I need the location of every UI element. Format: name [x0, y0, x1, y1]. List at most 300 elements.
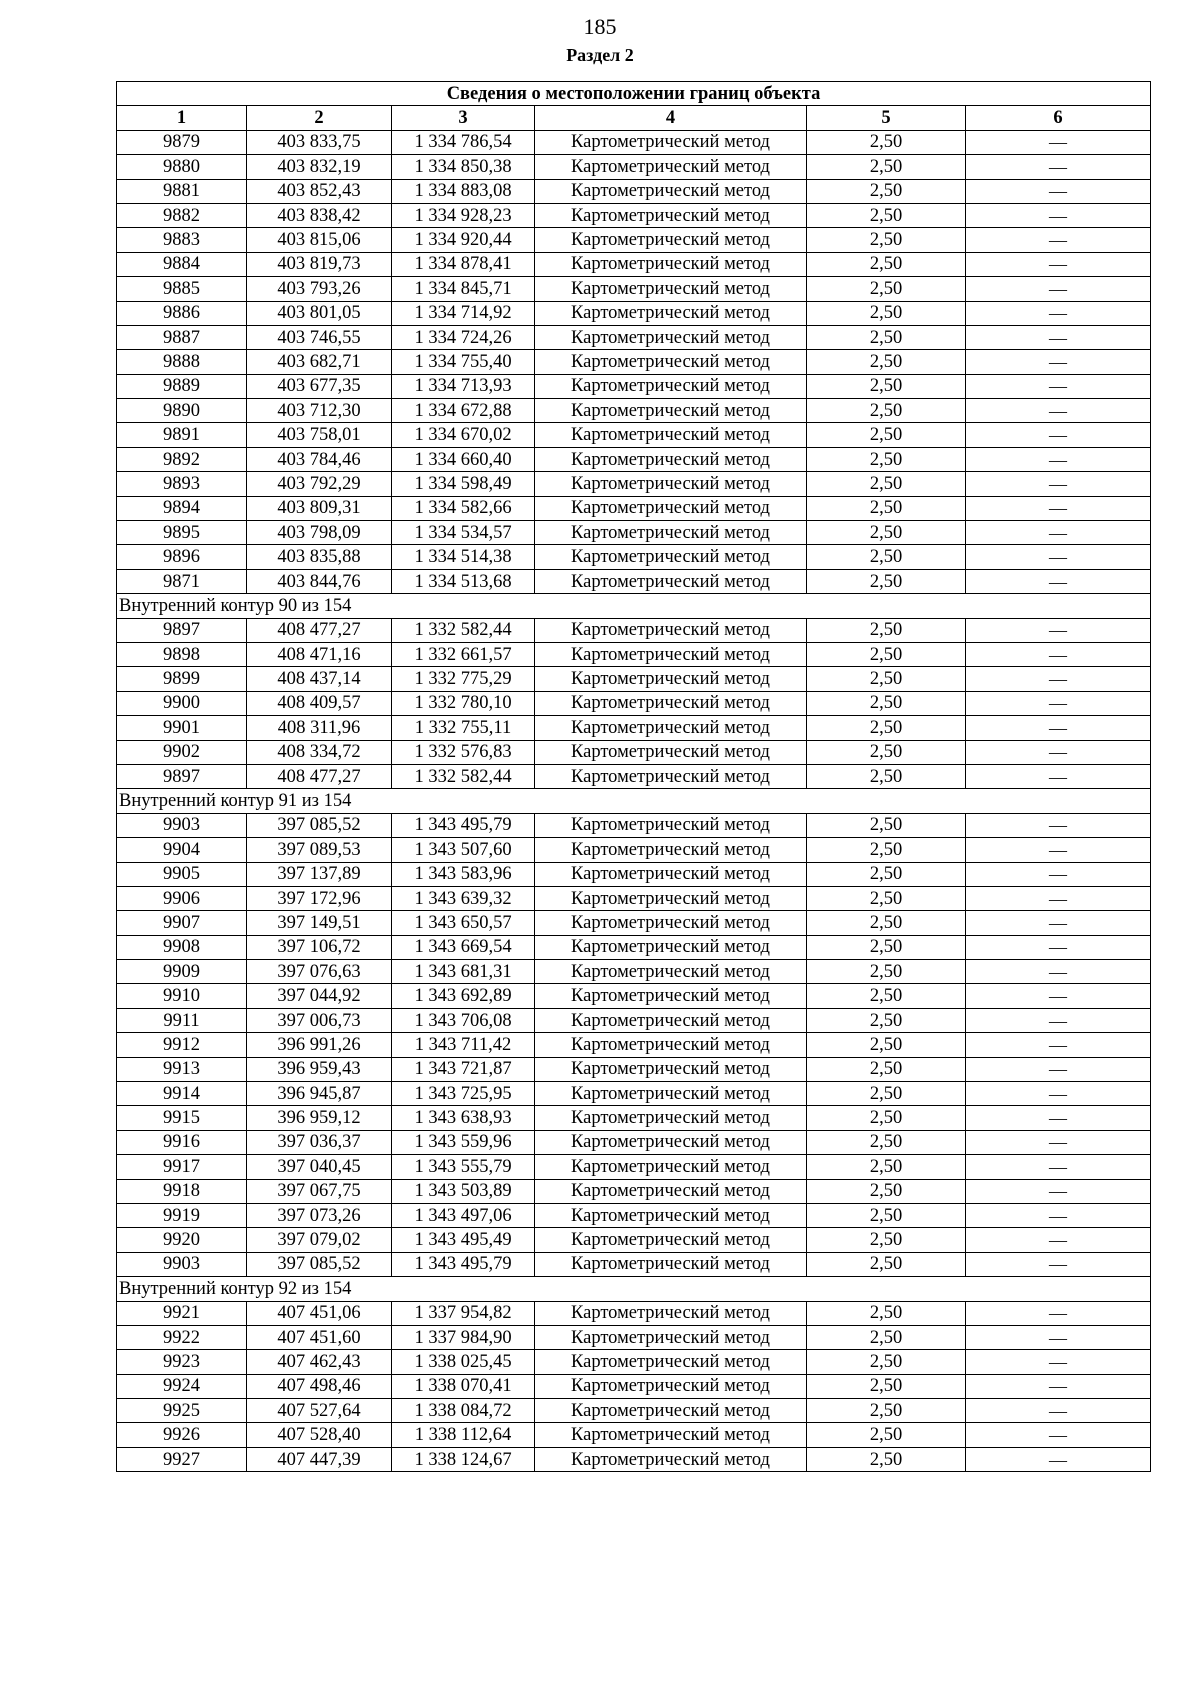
description-cell: —	[966, 130, 1151, 154]
x-coordinate-cell: 397 006,73	[247, 1008, 392, 1032]
point-number-cell: 9881	[117, 179, 247, 203]
accuracy-cell: 2,50	[807, 691, 966, 715]
y-coordinate-cell: 1 338 112,64	[392, 1423, 535, 1447]
y-coordinate-cell: 1 334 513,68	[392, 569, 535, 593]
description-cell: —	[966, 545, 1151, 569]
point-number-cell: 9899	[117, 667, 247, 691]
x-coordinate-cell: 407 498,46	[247, 1374, 392, 1398]
x-coordinate-cell: 397 067,75	[247, 1179, 392, 1203]
accuracy-cell: 2,50	[807, 1106, 966, 1130]
point-number-cell: 9898	[117, 642, 247, 666]
x-coordinate-cell: 397 089,53	[247, 838, 392, 862]
y-coordinate-cell: 1 337 954,82	[392, 1301, 535, 1325]
table-row	[117, 423, 1151, 447]
point-number-cell: 9902	[117, 740, 247, 764]
method-cell: Картометрический метод	[535, 496, 807, 520]
method-cell: Картометрический метод	[535, 642, 807, 666]
table-row	[117, 862, 1151, 886]
table-row	[117, 179, 1151, 203]
y-coordinate-cell: 1 334 713,93	[392, 374, 535, 398]
accuracy-cell: 2,50	[807, 1447, 966, 1471]
x-coordinate-cell: 397 085,52	[247, 813, 392, 837]
table-row	[117, 1057, 1151, 1081]
table-row	[117, 1374, 1151, 1398]
point-number-cell: 9890	[117, 399, 247, 423]
x-coordinate-cell: 397 073,26	[247, 1203, 392, 1227]
x-coordinate-cell: 403 833,75	[247, 130, 392, 154]
description-cell: —	[966, 935, 1151, 959]
contour-label: Внутренний контур 92 из 154	[117, 1277, 1151, 1301]
table-row	[117, 960, 1151, 984]
point-number-cell: 9895	[117, 521, 247, 545]
description-cell: —	[966, 1033, 1151, 1057]
y-coordinate-cell: 1 334 928,23	[392, 203, 535, 227]
table-row	[117, 203, 1151, 227]
column-number-row	[117, 106, 1151, 130]
accuracy-cell: 2,50	[807, 228, 966, 252]
point-number-cell: 9906	[117, 886, 247, 910]
description-cell: —	[966, 1057, 1151, 1081]
description-cell: —	[966, 1447, 1151, 1471]
method-cell: Картометрический метод	[535, 1033, 807, 1057]
table-row	[117, 472, 1151, 496]
x-coordinate-cell: 397 036,37	[247, 1130, 392, 1154]
method-cell: Картометрический метод	[535, 764, 807, 788]
y-coordinate-cell: 1 343 507,60	[392, 838, 535, 862]
x-coordinate-cell: 407 528,40	[247, 1423, 392, 1447]
method-cell: Картометрический метод	[535, 1325, 807, 1349]
method-cell: Картометрический метод	[535, 667, 807, 691]
table-row	[117, 838, 1151, 862]
description-cell: —	[966, 862, 1151, 886]
table-row	[117, 521, 1151, 545]
table-row	[117, 1179, 1151, 1203]
y-coordinate-cell: 1 332 661,57	[392, 642, 535, 666]
description-cell: —	[966, 399, 1151, 423]
y-coordinate-cell: 1 343 711,42	[392, 1033, 535, 1057]
description-cell: —	[966, 1228, 1151, 1252]
x-coordinate-cell: 397 149,51	[247, 911, 392, 935]
description-cell: —	[966, 472, 1151, 496]
table-row	[117, 1447, 1151, 1471]
table-row	[117, 886, 1151, 910]
method-cell: Картометрический метод	[535, 252, 807, 276]
table-row	[117, 1130, 1151, 1154]
point-number-cell: 9927	[117, 1447, 247, 1471]
method-cell: Картометрический метод	[535, 838, 807, 862]
accuracy-cell: 2,50	[807, 1301, 966, 1325]
accuracy-cell: 2,50	[807, 1350, 966, 1374]
y-coordinate-cell: 1 332 780,10	[392, 691, 535, 715]
table-caption: Сведения о местоположении границ объекта	[117, 82, 1151, 106]
y-coordinate-cell: 1 343 638,93	[392, 1106, 535, 1130]
method-cell: Картометрический метод	[535, 1155, 807, 1179]
description-cell: —	[966, 1350, 1151, 1374]
description-cell: —	[966, 1203, 1151, 1227]
point-number-cell: 9883	[117, 228, 247, 252]
method-cell: Картометрический метод	[535, 155, 807, 179]
point-number-cell: 9891	[117, 423, 247, 447]
method-cell: Картометрический метод	[535, 1130, 807, 1154]
y-coordinate-cell: 1 334 786,54	[392, 130, 535, 154]
method-cell: Картометрический метод	[535, 1203, 807, 1227]
description-cell: —	[966, 984, 1151, 1008]
table-row	[117, 1252, 1151, 1276]
point-number-cell: 9925	[117, 1399, 247, 1423]
x-coordinate-cell: 408 409,57	[247, 691, 392, 715]
table-row	[117, 325, 1151, 349]
y-coordinate-cell: 1 343 555,79	[392, 1155, 535, 1179]
point-number-cell: 9905	[117, 862, 247, 886]
method-cell: Картометрический метод	[535, 984, 807, 1008]
description-cell: —	[966, 960, 1151, 984]
method-cell: Картометрический метод	[535, 399, 807, 423]
column-number: 2	[247, 106, 392, 130]
method-cell: Картометрический метод	[535, 716, 807, 740]
y-coordinate-cell: 1 343 495,49	[392, 1228, 535, 1252]
y-coordinate-cell: 1 343 583,96	[392, 862, 535, 886]
description-cell: —	[966, 423, 1151, 447]
table-row	[117, 813, 1151, 837]
table-row	[117, 545, 1151, 569]
method-cell: Картометрический метод	[535, 350, 807, 374]
x-coordinate-cell: 403 792,29	[247, 472, 392, 496]
x-coordinate-cell: 407 462,43	[247, 1350, 392, 1374]
description-cell: —	[966, 691, 1151, 715]
method-cell: Картометрический метод	[535, 1301, 807, 1325]
x-coordinate-cell: 403 809,31	[247, 496, 392, 520]
point-number-cell: 9886	[117, 301, 247, 325]
point-number-cell: 9910	[117, 984, 247, 1008]
table-row	[117, 350, 1151, 374]
x-coordinate-cell: 397 079,02	[247, 1228, 392, 1252]
x-coordinate-cell: 403 819,73	[247, 252, 392, 276]
x-coordinate-cell: 397 076,63	[247, 960, 392, 984]
table-row	[117, 1203, 1151, 1227]
description-cell: —	[966, 1252, 1151, 1276]
point-number-cell: 9918	[117, 1179, 247, 1203]
table-row	[117, 984, 1151, 1008]
y-coordinate-cell: 1 343 497,06	[392, 1203, 535, 1227]
accuracy-cell: 2,50	[807, 203, 966, 227]
table-row	[117, 301, 1151, 325]
x-coordinate-cell: 403 746,55	[247, 325, 392, 349]
y-coordinate-cell: 1 334 724,26	[392, 325, 535, 349]
table-row	[117, 764, 1151, 788]
description-cell: —	[966, 569, 1151, 593]
description-cell: —	[966, 228, 1151, 252]
accuracy-cell: 2,50	[807, 886, 966, 910]
method-cell: Картометрический метод	[535, 740, 807, 764]
accuracy-cell: 2,50	[807, 399, 966, 423]
method-cell: Картометрический метод	[535, 1399, 807, 1423]
x-coordinate-cell: 403 815,06	[247, 228, 392, 252]
description-cell: —	[966, 1399, 1151, 1423]
point-number-cell: 9900	[117, 691, 247, 715]
method-cell: Картометрический метод	[535, 472, 807, 496]
y-coordinate-cell: 1 343 639,32	[392, 886, 535, 910]
point-number-cell: 9912	[117, 1033, 247, 1057]
contour-label: Внутренний контур 91 из 154	[117, 789, 1151, 813]
method-cell: Картометрический метод	[535, 1423, 807, 1447]
accuracy-cell: 2,50	[807, 277, 966, 301]
x-coordinate-cell: 408 477,27	[247, 618, 392, 642]
table-caption-row	[117, 82, 1151, 106]
point-number-cell: 9871	[117, 569, 247, 593]
table-row	[117, 496, 1151, 520]
point-number-cell: 9907	[117, 911, 247, 935]
y-coordinate-cell: 1 343 692,89	[392, 984, 535, 1008]
method-cell: Картометрический метод	[535, 521, 807, 545]
accuracy-cell: 2,50	[807, 618, 966, 642]
y-coordinate-cell: 1 343 503,89	[392, 1179, 535, 1203]
table-row	[117, 642, 1151, 666]
point-number-cell: 9924	[117, 1374, 247, 1398]
accuracy-cell: 2,50	[807, 1082, 966, 1106]
method-cell: Картометрический метод	[535, 423, 807, 447]
accuracy-cell: 2,50	[807, 1008, 966, 1032]
x-coordinate-cell: 397 040,45	[247, 1155, 392, 1179]
accuracy-cell: 2,50	[807, 1252, 966, 1276]
y-coordinate-cell: 1 334 670,02	[392, 423, 535, 447]
point-number-cell: 9880	[117, 155, 247, 179]
column-number: 6	[966, 106, 1151, 130]
y-coordinate-cell: 1 337 984,90	[392, 1325, 535, 1349]
table-row	[117, 399, 1151, 423]
point-number-cell: 9896	[117, 545, 247, 569]
table-row	[117, 228, 1151, 252]
point-number-cell: 9882	[117, 203, 247, 227]
accuracy-cell: 2,50	[807, 1423, 966, 1447]
point-number-cell: 9920	[117, 1228, 247, 1252]
y-coordinate-cell: 1 332 775,29	[392, 667, 535, 691]
description-cell: —	[966, 301, 1151, 325]
description-cell: —	[966, 179, 1151, 203]
y-coordinate-cell: 1 334 514,38	[392, 545, 535, 569]
method-cell: Картометрический метод	[535, 813, 807, 837]
point-number-cell: 9919	[117, 1203, 247, 1227]
accuracy-cell: 2,50	[807, 447, 966, 471]
table-row	[117, 374, 1151, 398]
accuracy-cell: 2,50	[807, 1155, 966, 1179]
point-number-cell: 9887	[117, 325, 247, 349]
contour-label: Внутренний контур 90 из 154	[117, 594, 1151, 618]
y-coordinate-cell: 1 343 495,79	[392, 813, 535, 837]
method-cell: Картометрический метод	[535, 1252, 807, 1276]
description-cell: —	[966, 667, 1151, 691]
point-number-cell: 9884	[117, 252, 247, 276]
x-coordinate-cell: 407 447,39	[247, 1447, 392, 1471]
description-cell: —	[966, 350, 1151, 374]
method-cell: Картометрический метод	[535, 935, 807, 959]
description-cell: —	[966, 1082, 1151, 1106]
description-cell: —	[966, 1423, 1151, 1447]
accuracy-cell: 2,50	[807, 716, 966, 740]
point-number-cell: 9894	[117, 496, 247, 520]
description-cell: —	[966, 325, 1151, 349]
method-cell: Картометрический метод	[535, 301, 807, 325]
description-cell: —	[966, 252, 1151, 276]
x-coordinate-cell: 403 793,26	[247, 277, 392, 301]
y-coordinate-cell: 1 338 084,72	[392, 1399, 535, 1423]
accuracy-cell: 2,50	[807, 1228, 966, 1252]
point-number-cell: 9885	[117, 277, 247, 301]
table-row	[117, 1008, 1151, 1032]
point-number-cell: 9908	[117, 935, 247, 959]
accuracy-cell: 2,50	[807, 1057, 966, 1081]
boundary-coordinates-table	[116, 81, 1151, 1472]
point-number-cell: 9911	[117, 1008, 247, 1032]
method-cell: Картометрический метод	[535, 1350, 807, 1374]
method-cell: Картометрический метод	[535, 1082, 807, 1106]
accuracy-cell: 2,50	[807, 423, 966, 447]
y-coordinate-cell: 1 332 755,11	[392, 716, 535, 740]
method-cell: Картометрический метод	[535, 691, 807, 715]
x-coordinate-cell: 403 784,46	[247, 447, 392, 471]
point-number-cell: 9892	[117, 447, 247, 471]
description-cell: —	[966, 155, 1151, 179]
table-row	[117, 1082, 1151, 1106]
accuracy-cell: 2,50	[807, 642, 966, 666]
x-coordinate-cell: 396 991,26	[247, 1033, 392, 1057]
column-number: 3	[392, 106, 535, 130]
table-body	[117, 130, 1151, 1471]
table-row	[117, 911, 1151, 935]
method-cell: Картометрический метод	[535, 569, 807, 593]
description-cell: —	[966, 1130, 1151, 1154]
table-row	[117, 252, 1151, 276]
accuracy-cell: 2,50	[807, 1033, 966, 1057]
accuracy-cell: 2,50	[807, 130, 966, 154]
point-number-cell: 9909	[117, 960, 247, 984]
method-cell: Картометрический метод	[535, 862, 807, 886]
x-coordinate-cell: 397 137,89	[247, 862, 392, 886]
description-cell: —	[966, 1008, 1151, 1032]
x-coordinate-cell: 396 945,87	[247, 1082, 392, 1106]
accuracy-cell: 2,50	[807, 301, 966, 325]
description-cell: —	[966, 838, 1151, 862]
accuracy-cell: 2,50	[807, 1203, 966, 1227]
method-cell: Картометрический метод	[535, 1374, 807, 1398]
table-row	[117, 618, 1151, 642]
point-number-cell: 9893	[117, 472, 247, 496]
accuracy-cell: 2,50	[807, 350, 966, 374]
x-coordinate-cell: 403 832,19	[247, 155, 392, 179]
accuracy-cell: 2,50	[807, 838, 966, 862]
accuracy-cell: 2,50	[807, 155, 966, 179]
table-row	[117, 740, 1151, 764]
table-row	[117, 569, 1151, 593]
table-row	[117, 1106, 1151, 1130]
point-number-cell: 9879	[117, 130, 247, 154]
accuracy-cell: 2,50	[807, 496, 966, 520]
point-number-cell: 9913	[117, 1057, 247, 1081]
y-coordinate-cell: 1 338 025,45	[392, 1350, 535, 1374]
accuracy-cell: 2,50	[807, 325, 966, 349]
column-number: 1	[117, 106, 247, 130]
accuracy-cell: 2,50	[807, 740, 966, 764]
point-number-cell: 9903	[117, 813, 247, 837]
accuracy-cell: 2,50	[807, 813, 966, 837]
y-coordinate-cell: 1 338 070,41	[392, 1374, 535, 1398]
x-coordinate-cell: 403 852,43	[247, 179, 392, 203]
description-cell: —	[966, 716, 1151, 740]
point-number-cell: 9904	[117, 838, 247, 862]
accuracy-cell: 2,50	[807, 179, 966, 203]
point-number-cell: 9923	[117, 1350, 247, 1374]
method-cell: Картометрический метод	[535, 228, 807, 252]
method-cell: Картометрический метод	[535, 618, 807, 642]
method-cell: Картометрический метод	[535, 325, 807, 349]
y-coordinate-cell: 1 343 559,96	[392, 1130, 535, 1154]
method-cell: Картометрический метод	[535, 911, 807, 935]
contour-header-row	[117, 1277, 1151, 1301]
method-cell: Картометрический метод	[535, 886, 807, 910]
table-row	[117, 691, 1151, 715]
y-coordinate-cell: 1 332 576,83	[392, 740, 535, 764]
description-cell: —	[966, 618, 1151, 642]
description-cell: —	[966, 203, 1151, 227]
description-cell: —	[966, 813, 1151, 837]
y-coordinate-cell: 1 334 755,40	[392, 350, 535, 374]
description-cell: —	[966, 1155, 1151, 1179]
table-row	[117, 1155, 1151, 1179]
x-coordinate-cell: 403 801,05	[247, 301, 392, 325]
y-coordinate-cell: 1 338 124,67	[392, 1447, 535, 1471]
y-coordinate-cell: 1 334 845,71	[392, 277, 535, 301]
point-number-cell: 9917	[117, 1155, 247, 1179]
point-number-cell: 9901	[117, 716, 247, 740]
description-cell: —	[966, 886, 1151, 910]
accuracy-cell: 2,50	[807, 1374, 966, 1398]
y-coordinate-cell: 1 332 582,44	[392, 764, 535, 788]
method-cell: Картометрический метод	[535, 1008, 807, 1032]
accuracy-cell: 2,50	[807, 984, 966, 1008]
table-row	[117, 716, 1151, 740]
description-cell: —	[966, 277, 1151, 301]
table-row	[117, 667, 1151, 691]
y-coordinate-cell: 1 334 534,57	[392, 521, 535, 545]
x-coordinate-cell: 407 527,64	[247, 1399, 392, 1423]
y-coordinate-cell: 1 343 495,79	[392, 1252, 535, 1276]
description-cell: —	[966, 764, 1151, 788]
accuracy-cell: 2,50	[807, 960, 966, 984]
x-coordinate-cell: 407 451,60	[247, 1325, 392, 1349]
accuracy-cell: 2,50	[807, 935, 966, 959]
y-coordinate-cell: 1 343 681,31	[392, 960, 535, 984]
method-cell: Картометрический метод	[535, 374, 807, 398]
point-number-cell: 9888	[117, 350, 247, 374]
description-cell: —	[966, 1106, 1151, 1130]
section-title: Раздел 2	[566, 45, 634, 65]
method-cell: Картометрический метод	[535, 545, 807, 569]
x-coordinate-cell: 408 471,16	[247, 642, 392, 666]
y-coordinate-cell: 1 343 721,87	[392, 1057, 535, 1081]
method-cell: Картометрический метод	[535, 179, 807, 203]
description-cell: —	[966, 1325, 1151, 1349]
x-coordinate-cell: 397 085,52	[247, 1252, 392, 1276]
table-row	[117, 1301, 1151, 1325]
method-cell: Картометрический метод	[535, 1179, 807, 1203]
column-number: 4	[535, 106, 807, 130]
x-coordinate-cell: 396 959,12	[247, 1106, 392, 1130]
point-number-cell: 9916	[117, 1130, 247, 1154]
x-coordinate-cell: 408 334,72	[247, 740, 392, 764]
accuracy-cell: 2,50	[807, 1179, 966, 1203]
method-cell: Картометрический метод	[535, 1228, 807, 1252]
point-number-cell: 9897	[117, 618, 247, 642]
method-cell: Картометрический метод	[535, 277, 807, 301]
